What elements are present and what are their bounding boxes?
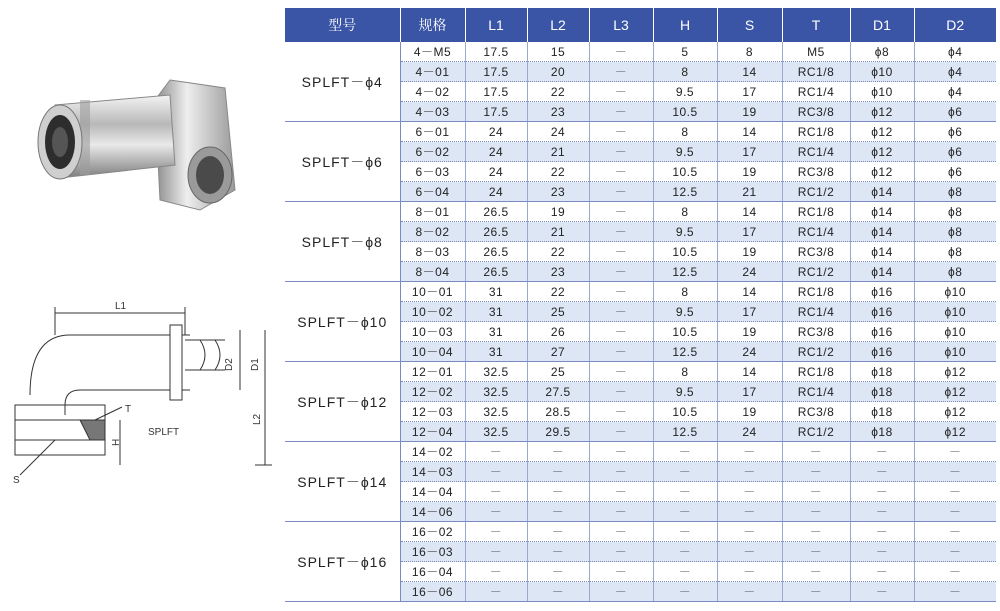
value-cell: －: [653, 502, 717, 522]
spec-cell: 14－04: [400, 482, 465, 502]
value-cell: －: [589, 382, 653, 402]
value-cell: RC1/4: [782, 382, 850, 402]
value-cell: 23: [527, 262, 589, 282]
value-cell: ϕ10: [850, 62, 914, 82]
spec-cell: 6－02: [400, 142, 465, 162]
value-cell: －: [527, 462, 589, 482]
spec-cell: 10－03: [400, 322, 465, 342]
value-cell: 26: [527, 322, 589, 342]
value-cell: －: [589, 222, 653, 242]
table-row: [285, 362, 996, 382]
header-l3: L3: [589, 8, 653, 42]
model-cell: SPLFT－ϕ8: [285, 202, 400, 282]
value-cell: ϕ10: [914, 342, 996, 362]
spec-cell: 8－02: [400, 222, 465, 242]
value-cell: RC1/8: [782, 202, 850, 222]
dim-label-t: T: [125, 404, 132, 415]
value-cell: －: [589, 562, 653, 582]
dim-label-d1: D1: [250, 358, 261, 371]
table-row: [285, 442, 996, 462]
header-d2: D2: [914, 8, 996, 42]
value-cell: －: [850, 562, 914, 582]
value-cell: 26.5: [465, 202, 527, 222]
value-cell: 21: [527, 142, 589, 162]
value-cell: －: [717, 502, 782, 522]
value-cell: ϕ8: [850, 42, 914, 62]
value-cell: 12.5: [653, 342, 717, 362]
value-cell: ϕ8: [914, 202, 996, 222]
value-cell: 9.5: [653, 142, 717, 162]
value-cell: ϕ16: [850, 322, 914, 342]
value-cell: RC1/8: [782, 282, 850, 302]
dim-label-l1: L1: [115, 301, 127, 312]
value-cell: 31: [465, 342, 527, 362]
value-cell: ϕ6: [914, 142, 996, 162]
value-cell: －: [653, 582, 717, 602]
value-cell: 15: [527, 42, 589, 62]
value-cell: 14: [717, 202, 782, 222]
value-cell: 27: [527, 342, 589, 362]
value-cell: －: [653, 542, 717, 562]
value-cell: －: [717, 562, 782, 582]
value-cell: 24: [465, 182, 527, 202]
value-cell: －: [589, 402, 653, 422]
value-cell: －: [589, 242, 653, 262]
value-cell: －: [465, 562, 527, 582]
value-cell: 10.5: [653, 162, 717, 182]
value-cell: －: [465, 522, 527, 542]
value-cell: 20: [527, 62, 589, 82]
value-cell: －: [589, 502, 653, 522]
value-cell: －: [589, 482, 653, 502]
value-cell: 25: [527, 362, 589, 382]
value-cell: ϕ14: [850, 182, 914, 202]
value-cell: 8: [653, 362, 717, 382]
value-cell: ϕ4: [914, 82, 996, 102]
value-cell: 17.5: [465, 62, 527, 82]
value-cell: －: [653, 462, 717, 482]
spec-table: [285, 8, 996, 602]
spec-cell: 12－01: [400, 362, 465, 382]
value-cell: －: [717, 582, 782, 602]
value-cell: ϕ8: [914, 182, 996, 202]
value-cell: －: [589, 122, 653, 142]
value-cell: －: [527, 542, 589, 562]
value-cell: RC1/8: [782, 62, 850, 82]
value-cell: RC1/2: [782, 182, 850, 202]
spec-cell: 6－04: [400, 182, 465, 202]
dim-label-h: H: [111, 438, 122, 446]
value-cell: ϕ10: [850, 82, 914, 102]
value-cell: －: [782, 522, 850, 542]
value-cell: ϕ10: [914, 322, 996, 342]
value-cell: －: [589, 342, 653, 362]
value-cell: 9.5: [653, 82, 717, 102]
value-cell: 24: [717, 262, 782, 282]
value-cell: 19: [717, 102, 782, 122]
value-cell: ϕ4: [914, 42, 996, 62]
header-model: 型号: [285, 8, 400, 42]
value-cell: －: [527, 582, 589, 602]
value-cell: －: [717, 482, 782, 502]
header-h: H: [653, 8, 717, 42]
value-cell: －: [717, 442, 782, 462]
value-cell: 17: [717, 142, 782, 162]
value-cell: 14: [717, 62, 782, 82]
fitting-photo: [20, 60, 250, 220]
header-s: S: [717, 8, 782, 42]
value-cell: 10.5: [653, 402, 717, 422]
spec-cell: 16－03: [400, 542, 465, 562]
value-cell: 31: [465, 302, 527, 322]
spec-cell: 4－01: [400, 62, 465, 82]
header-l2: L2: [527, 8, 589, 42]
value-cell: 29.5: [527, 422, 589, 442]
value-cell: 32.5: [465, 362, 527, 382]
table-row: [285, 122, 996, 142]
value-cell: ϕ12: [914, 402, 996, 422]
value-cell: 17: [717, 222, 782, 242]
spec-cell: 14－06: [400, 502, 465, 522]
value-cell: －: [914, 582, 996, 602]
value-cell: RC1/4: [782, 302, 850, 322]
spec-cell: 6－01: [400, 122, 465, 142]
value-cell: ϕ16: [850, 342, 914, 362]
value-cell: RC1/4: [782, 142, 850, 162]
value-cell: 9.5: [653, 382, 717, 402]
value-cell: 5: [653, 42, 717, 62]
value-cell: －: [589, 362, 653, 382]
value-cell: －: [527, 522, 589, 542]
value-cell: 9.5: [653, 302, 717, 322]
value-cell: ϕ12: [850, 162, 914, 182]
value-cell: －: [653, 522, 717, 542]
value-cell: －: [527, 502, 589, 522]
value-cell: ϕ16: [850, 282, 914, 302]
value-cell: RC1/4: [782, 222, 850, 242]
value-cell: ϕ14: [850, 222, 914, 242]
header-row: [285, 8, 996, 42]
value-cell: －: [465, 442, 527, 462]
value-cell: －: [850, 462, 914, 482]
value-cell: －: [589, 542, 653, 562]
spec-cell: 14－03: [400, 462, 465, 482]
value-cell: －: [914, 442, 996, 462]
value-cell: ϕ6: [914, 162, 996, 182]
value-cell: 17: [717, 82, 782, 102]
value-cell: ϕ6: [914, 102, 996, 122]
value-cell: －: [653, 562, 717, 582]
value-cell: ϕ12: [914, 362, 996, 382]
spec-cell: 8－03: [400, 242, 465, 262]
value-cell: －: [589, 202, 653, 222]
table-row: [285, 522, 996, 542]
value-cell: ϕ16: [850, 302, 914, 322]
technical-drawing: [10, 295, 285, 495]
value-cell: －: [850, 442, 914, 462]
table-row: [285, 282, 996, 302]
value-cell: －: [782, 442, 850, 462]
spec-cell: 12－04: [400, 422, 465, 442]
spec-cell: 6－03: [400, 162, 465, 182]
value-cell: －: [914, 522, 996, 542]
value-cell: －: [914, 542, 996, 562]
value-cell: 31: [465, 282, 527, 302]
dim-label-s: S: [13, 475, 20, 486]
table-row: [285, 202, 996, 222]
value-cell: －: [589, 102, 653, 122]
spec-cell: 10－02: [400, 302, 465, 322]
value-cell: RC1/4: [782, 82, 850, 102]
value-cell: －: [589, 162, 653, 182]
value-cell: 23: [527, 182, 589, 202]
value-cell: RC3/8: [782, 242, 850, 262]
value-cell: 26.5: [465, 222, 527, 242]
spec-cell: 16－04: [400, 562, 465, 582]
spec-cell: 4－03: [400, 102, 465, 122]
value-cell: 21: [717, 182, 782, 202]
value-cell: ϕ8: [914, 242, 996, 262]
value-cell: RC1/8: [782, 362, 850, 382]
model-cell: SPLFT－ϕ12: [285, 362, 400, 442]
value-cell: －: [782, 542, 850, 562]
model-cell: SPLFT－ϕ4: [285, 42, 400, 122]
value-cell: ϕ12: [850, 142, 914, 162]
drawing-model-label: SPLFT: [148, 427, 180, 438]
value-cell: －: [914, 502, 996, 522]
value-cell: －: [589, 262, 653, 282]
value-cell: 9.5: [653, 222, 717, 242]
table-body: [285, 42, 996, 602]
value-cell: ϕ10: [914, 302, 996, 322]
value-cell: 32.5: [465, 402, 527, 422]
value-cell: －: [589, 582, 653, 602]
value-cell: ϕ14: [850, 202, 914, 222]
value-cell: 17: [717, 382, 782, 402]
value-cell: －: [465, 502, 527, 522]
value-cell: 8: [717, 42, 782, 62]
value-cell: －: [589, 42, 653, 62]
value-cell: 19: [717, 402, 782, 422]
value-cell: －: [653, 442, 717, 462]
spec-cell: 4－02: [400, 82, 465, 102]
model-cell: SPLFT－ϕ14: [285, 442, 400, 522]
value-cell: －: [850, 522, 914, 542]
value-cell: －: [589, 522, 653, 542]
value-cell: －: [465, 542, 527, 562]
value-cell: 17.5: [465, 42, 527, 62]
value-cell: ϕ8: [914, 222, 996, 242]
header-spec: 规格: [400, 8, 465, 42]
value-cell: 24: [527, 122, 589, 142]
value-cell: －: [850, 502, 914, 522]
value-cell: －: [465, 482, 527, 502]
value-cell: 14: [717, 282, 782, 302]
value-cell: 10.5: [653, 242, 717, 262]
value-cell: ϕ12: [914, 422, 996, 442]
value-cell: －: [782, 482, 850, 502]
value-cell: 10.5: [653, 322, 717, 342]
value-cell: －: [589, 422, 653, 442]
value-cell: －: [527, 442, 589, 462]
value-cell: RC3/8: [782, 402, 850, 422]
value-cell: 19: [717, 322, 782, 342]
spec-cell: 8－04: [400, 262, 465, 282]
value-cell: ϕ8: [914, 262, 996, 282]
value-cell: 19: [717, 242, 782, 262]
value-cell: RC1/2: [782, 342, 850, 362]
value-cell: 22: [527, 82, 589, 102]
value-cell: －: [589, 462, 653, 482]
value-cell: 17.5: [465, 82, 527, 102]
header-t: T: [782, 8, 850, 42]
header-l1: L1: [465, 8, 527, 42]
value-cell: 22: [527, 242, 589, 262]
value-cell: 19: [717, 162, 782, 182]
table-row: [285, 42, 996, 62]
value-cell: 19: [527, 202, 589, 222]
value-cell: －: [782, 582, 850, 602]
value-cell: 17: [717, 302, 782, 322]
spec-cell: 16－06: [400, 582, 465, 602]
value-cell: ϕ14: [850, 262, 914, 282]
value-cell: 24: [465, 142, 527, 162]
value-cell: ϕ18: [850, 382, 914, 402]
value-cell: －: [465, 462, 527, 482]
value-cell: 8: [653, 202, 717, 222]
value-cell: 26.5: [465, 242, 527, 262]
value-cell: －: [589, 182, 653, 202]
value-cell: 8: [653, 282, 717, 302]
value-cell: 24: [465, 162, 527, 182]
value-cell: －: [589, 282, 653, 302]
value-cell: 23: [527, 102, 589, 122]
value-cell: 31: [465, 322, 527, 342]
value-cell: RC3/8: [782, 322, 850, 342]
spec-cell: 16－02: [400, 522, 465, 542]
header-d1: D1: [850, 8, 914, 42]
model-cell: SPLFT－ϕ10: [285, 282, 400, 362]
value-cell: －: [527, 482, 589, 502]
value-cell: －: [465, 582, 527, 602]
value-cell: 22: [527, 282, 589, 302]
value-cell: －: [717, 522, 782, 542]
value-cell: 17.5: [465, 102, 527, 122]
value-cell: ϕ18: [850, 422, 914, 442]
model-cell: SPLFT－ϕ16: [285, 522, 400, 602]
value-cell: 8: [653, 62, 717, 82]
value-cell: 32.5: [465, 422, 527, 442]
spec-cell: 14－02: [400, 442, 465, 462]
value-cell: 12.5: [653, 422, 717, 442]
value-cell: ϕ6: [914, 122, 996, 142]
value-cell: RC1/8: [782, 122, 850, 142]
value-cell: －: [589, 142, 653, 162]
value-cell: 8: [653, 122, 717, 142]
value-cell: 12.5: [653, 262, 717, 282]
value-cell: －: [850, 482, 914, 502]
value-cell: －: [717, 462, 782, 482]
dim-label-l2: L2: [252, 413, 263, 425]
value-cell: －: [527, 562, 589, 582]
value-cell: 22: [527, 162, 589, 182]
value-cell: 32.5: [465, 382, 527, 402]
spec-cell: 10－04: [400, 342, 465, 362]
value-cell: －: [782, 562, 850, 582]
model-cell: SPLFT－ϕ6: [285, 122, 400, 202]
value-cell: RC3/8: [782, 162, 850, 182]
value-cell: RC3/8: [782, 102, 850, 122]
value-cell: －: [717, 542, 782, 562]
value-cell: －: [782, 502, 850, 522]
dim-label-d2: D2: [224, 358, 235, 371]
value-cell: ϕ18: [850, 402, 914, 422]
value-cell: ϕ12: [914, 382, 996, 402]
value-cell: －: [850, 582, 914, 602]
value-cell: －: [782, 462, 850, 482]
value-cell: －: [589, 322, 653, 342]
spec-cell: 12－02: [400, 382, 465, 402]
value-cell: 25: [527, 302, 589, 322]
value-cell: 10.5: [653, 102, 717, 122]
value-cell: 24: [717, 342, 782, 362]
value-cell: ϕ4: [914, 62, 996, 82]
value-cell: ϕ14: [850, 242, 914, 262]
value-cell: 26.5: [465, 262, 527, 282]
product-figure: [0, 0, 285, 611]
value-cell: 28.5: [527, 402, 589, 422]
value-cell: －: [914, 482, 996, 502]
value-cell: 14: [717, 362, 782, 382]
spec-cell: 4－M5: [400, 42, 465, 62]
spec-cell: 8－01: [400, 202, 465, 222]
value-cell: ϕ18: [850, 362, 914, 382]
value-cell: ϕ12: [850, 102, 914, 122]
value-cell: 24: [717, 422, 782, 442]
spec-cell: 12－03: [400, 402, 465, 422]
value-cell: ϕ12: [850, 122, 914, 142]
value-cell: －: [589, 302, 653, 322]
value-cell: －: [914, 562, 996, 582]
spec-cell: 10－01: [400, 282, 465, 302]
value-cell: －: [589, 62, 653, 82]
value-cell: －: [914, 462, 996, 482]
value-cell: M5: [782, 42, 850, 62]
value-cell: －: [589, 442, 653, 462]
value-cell: －: [850, 542, 914, 562]
value-cell: RC1/2: [782, 262, 850, 282]
value-cell: 24: [465, 122, 527, 142]
value-cell: －: [589, 82, 653, 102]
value-cell: 12.5: [653, 182, 717, 202]
value-cell: RC1/2: [782, 422, 850, 442]
value-cell: 14: [717, 122, 782, 142]
value-cell: ϕ10: [914, 282, 996, 302]
value-cell: 27.5: [527, 382, 589, 402]
value-cell: －: [653, 482, 717, 502]
value-cell: 21: [527, 222, 589, 242]
